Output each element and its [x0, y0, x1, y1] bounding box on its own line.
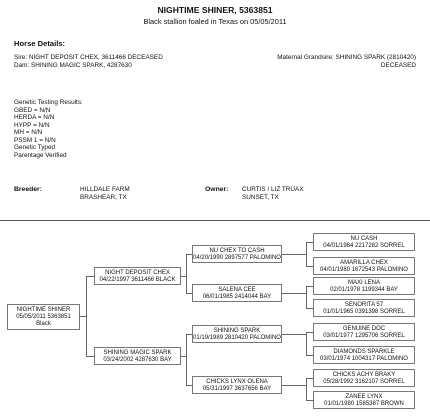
connector: [306, 242, 313, 243]
breeder-location: BRASHEAR, TX: [80, 194, 127, 201]
horse-name: NU CHEX TO CASH: [209, 248, 265, 254]
connector: [282, 385, 306, 386]
breeder-name: HILLDALE FARM: [80, 186, 130, 193]
owner-location: SUNSET, TX: [242, 194, 279, 201]
connector: [86, 356, 94, 357]
owner-label: Owner:: [205, 186, 229, 193]
horse-name: MAXI LENA: [347, 280, 380, 286]
horse-info: 04/22/1997 3611466 BLACK: [99, 277, 176, 284]
dam-line: Dam: SHINING MAGIC SPARK, 4287630: [14, 62, 132, 69]
horse-info: 04/20/1990 2897577 PALOMINO: [193, 255, 281, 262]
pedigree-subject: [7, 304, 80, 330]
pedigree-grandparent: [192, 245, 282, 263]
pedigree-great-grandparent: [313, 257, 415, 275]
connector: [306, 400, 313, 401]
horse-name: SHINING SPARK: [213, 328, 261, 334]
pedigree-grandparent: [192, 284, 282, 302]
horse-name: NIGHTIME SHINER: [16, 307, 71, 313]
genetic-line: HERDA = N/N: [14, 114, 55, 122]
connector: [306, 332, 313, 333]
horse-color: Black: [36, 321, 51, 328]
owner-name: CURTIS / LIZ TRUAX: [242, 186, 304, 193]
connector: [306, 266, 313, 267]
horse-info: 06/01/1985 2414044 BAY: [202, 294, 272, 301]
pedigree-great-grandparent: [313, 299, 415, 317]
horse-name: SALENA CEE: [218, 287, 256, 293]
pedigree-sire: [94, 267, 181, 285]
connector: [282, 293, 306, 294]
genetic-line: PSSM 1 = N/N: [14, 136, 56, 144]
connector: [86, 276, 87, 357]
horse-name: NU CASH: [350, 236, 378, 242]
pedigree-great-grandparent: [313, 346, 415, 364]
pedigree-great-grandparent: [313, 391, 415, 409]
horse-name: NIGHT DEPOSIT CHEX: [105, 270, 170, 276]
connector: [306, 332, 307, 356]
genetic-heading: Genetic Testing Results:: [14, 99, 83, 106]
horse-info: 03/01/1974 1004317 PALOMINO: [320, 356, 408, 363]
horse-info: 01/19/1989 2810420 PALOMINO: [193, 335, 281, 342]
horse-info: 04/01/1980 1672543 PALOMINO: [320, 267, 408, 274]
horse-name: DIAMONDS SPARKLE: [333, 349, 395, 355]
pedigree-grandparent: [192, 325, 282, 343]
connector: [306, 286, 313, 287]
connector: [306, 242, 307, 267]
connector: [306, 378, 313, 379]
horse-name: GENUINE DOC: [342, 326, 386, 332]
connector: [306, 286, 307, 309]
horse-name: SHINING MAGIC SPARK: [103, 350, 172, 356]
horse-name: ZANEE LYNX: [345, 394, 383, 400]
pedigree-great-grandparent: [313, 323, 415, 341]
connector: [282, 334, 306, 335]
genetic-line: MH = N/N: [14, 129, 43, 137]
horse-name: CHICKS ACHY BRAKY: [332, 372, 396, 378]
breeder-label: Breeder:: [14, 186, 42, 193]
pedigree-dam: [94, 347, 181, 365]
connector: [306, 378, 307, 401]
horse-info: 04/01/1984 2217282 SORREL: [323, 243, 405, 250]
genetic-line: HYPP = N/N: [14, 121, 50, 129]
connector: [306, 355, 313, 356]
horse-info: 05/05/2011 5363851: [16, 314, 71, 321]
sire-line: Sire: NIGHT DEPOSIT CHEX, 3611466 DECEASED: [14, 54, 163, 61]
genetic-line: GBED = N/N: [14, 106, 51, 114]
connector: [186, 334, 187, 386]
page-subtitle: Black stallion foaled in Texas on 05/05/2011: [143, 17, 287, 26]
connector: [306, 308, 313, 309]
horse-info: 05/28/1992 3162107 SORREL: [323, 379, 405, 386]
pedigree-great-grandparent: [313, 369, 415, 387]
pedigree-grandparent: [192, 376, 282, 394]
genetic-line: Parentage Verified: [14, 151, 67, 159]
page-title: NIGHTIME SHINER, 5363851: [157, 5, 273, 15]
connector: [186, 254, 187, 294]
pedigree-great-grandparent: [313, 233, 415, 251]
pedigree-great-grandparent: [313, 277, 415, 295]
connector: [282, 254, 306, 255]
connector: [86, 276, 94, 277]
maternal-grandsire-status: DECEASED: [380, 62, 416, 69]
horse-info: 05/31/1997 3637656 BAY: [202, 386, 272, 393]
genetic-line: Genetic Typed: [14, 144, 56, 152]
horse-info: 02/01/1978 1199344 BAY: [330, 287, 398, 294]
maternal-grandsire-line: Maternal Grandsire: SHINING SPARK (2810420): [277, 54, 416, 61]
horse-info: 03/01/1977 1295706 SORREL: [323, 333, 405, 340]
horse-name: SENORITA 57: [344, 302, 384, 308]
horse-info: 03/24/2002 4287630 BAY: [103, 357, 172, 364]
horse-name: CHICKS LYNX OLENA: [206, 379, 268, 385]
horse-name: AMARILLA CHEX: [340, 260, 388, 266]
horse-details-heading: Horse Details:: [14, 39, 66, 48]
horse-info: 01/01/1965 0391398 SORREL: [323, 309, 405, 316]
horse-info: 01/01/1980 1585387 BROWN: [324, 401, 404, 408]
